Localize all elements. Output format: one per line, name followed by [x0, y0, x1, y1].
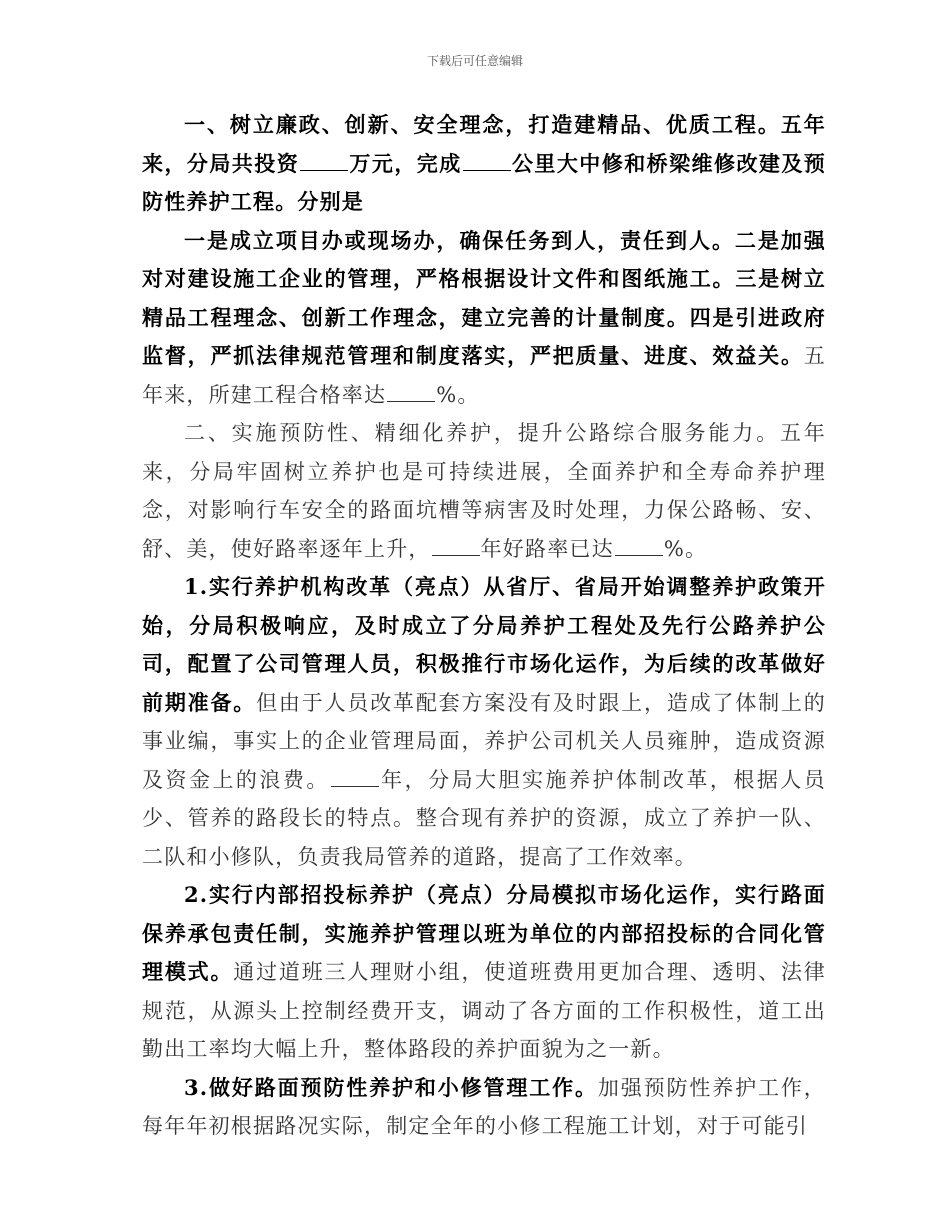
- blank-reform-year: [331, 768, 379, 787]
- p2-text-a: 五年来，所建工程合格率达: [142, 344, 826, 407]
- paragraph-4: [142, 568, 826, 876]
- p3-text-a: 二、实施预防性、精细化养护，提升公路综合服务能力。五年来，分局牢固树立养护也是可持续进展，全面养护和全寿命养护理念，对影响行车安全的路面坑槽等病害及时处理，力保公路畅、安、舒、美，使好路率逐年上升，: [142, 421, 826, 561]
- p3-text-c: %。: [663, 536, 708, 561]
- blank-rate: [387, 383, 435, 402]
- p4-text-b: 年，分局大胆实施养护体制改革，根据人员少、管养的路段长的特点。整合现有养护的资源，成立了养护一队、二队和小修队，负责我局管养的道路，提高了工作效率。: [142, 767, 826, 869]
- paragraph-5: [142, 876, 826, 1069]
- blank-km: [463, 152, 511, 171]
- blank-good-rate: [615, 537, 663, 556]
- p2-text-b: %。: [436, 382, 480, 407]
- p1-text-c: 公里大中修和桥梁维修改建及预防性养护工程。分别是: [142, 150, 827, 214]
- p6-text: 加强预防性养护工作，每年年初根据路况实际，制定全年的小修工程施工计划，对于可能引: [142, 1075, 826, 1138]
- paragraph-6: [142, 1069, 826, 1146]
- paragraph-2: [142, 222, 826, 415]
- p6-bold-text: 3.做好路面预防性养护和小修管理工作。: [184, 1074, 598, 1100]
- p3-text-b: 年好路率已达: [480, 536, 614, 561]
- p4-text-a: 但由于人员改革配套方案没有及时跟上，造成了体制上的事业编，事实上的企业管理局面，养护公司机关人员雍肿，造成资源及资金上的浪费。: [142, 690, 827, 792]
- p1-text-b: 万元，完成: [349, 150, 462, 176]
- blank-year: [432, 537, 480, 556]
- paragraph-1: [142, 106, 826, 222]
- p5-bold-text: 2.实行内部招投标养护（亮点）分局模拟市场化运作，实行路面保养承包责任制，实施养护管理以班为单位的内部招投标的合同化管理模式。: [142, 882, 826, 984]
- p2-bold-text: 一是成立项目办或现场办，确保任务到人，责任到人。二是加强对对建设施工企业的管理，严格根据设计文件和图纸施工。三是树立精品工程理念、创新工作理念，建立完善的计量制度。四是引进政府监督，严抓法律规范管理和制度落实，严把质量、进度、效益关。: [142, 227, 826, 368]
- paragraph-3: [142, 414, 826, 568]
- blank-amount: [300, 152, 348, 171]
- p4-bold-text: 1.实行养护机构改革（亮点）从省厅、省局开始调整养护政策开始，分局积极响应，及时成立了分局养护工程处及先行公路养护公司，配置了公司管理人员，积极推行市场化运作，为后续的改革做好前期准备。: [142, 574, 826, 715]
- p5-text: 通过道班三人理财小组，使道班费用更加合理、透明、法律规范，从源头上控制经费开支，调动了各方面的工作积极性，道工出勤出工率均大幅上升，整体路段的养护面貌为之一新。: [142, 960, 826, 1061]
- document-body: [142, 106, 826, 1146]
- p1-text-a: 一、树立廉政、创新、安全理念，打造建精品、优质工程。五年来，分局共投资: [142, 112, 826, 176]
- page-header: 下载后可任意编辑: [426, 54, 523, 68]
